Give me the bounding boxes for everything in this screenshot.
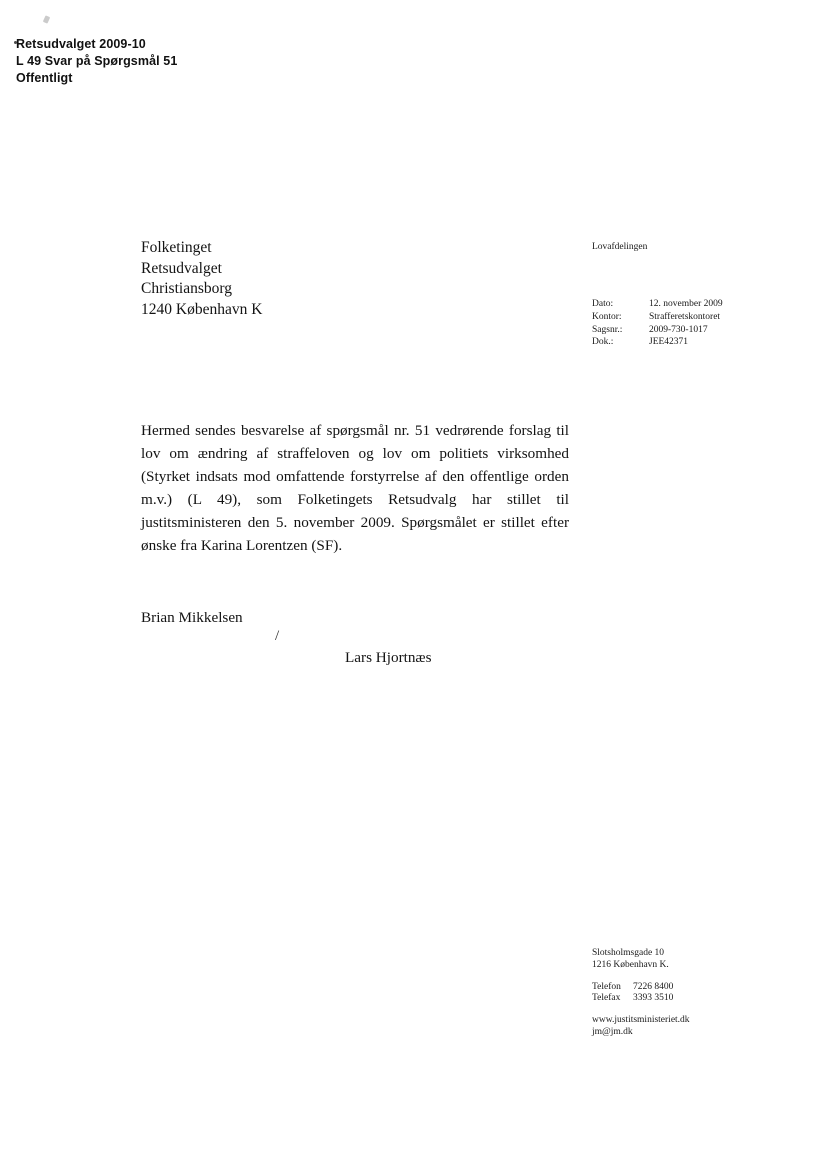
scan-artifact-speck bbox=[43, 15, 50, 23]
table-row bbox=[592, 312, 723, 325]
recipient-committee: Retsudvalget bbox=[141, 259, 222, 277]
metadata-label-dato: Dato: bbox=[592, 299, 614, 309]
footer-web-group bbox=[592, 1015, 690, 1039]
signature-separator: / bbox=[275, 628, 280, 644]
metadata-value-dato: 12. november 2009 bbox=[649, 299, 723, 309]
table-row bbox=[592, 337, 723, 350]
signature-minister-name: Brian Mikkelsen bbox=[141, 609, 243, 626]
footer-contact-block bbox=[592, 948, 690, 1039]
metadata-label-sagsnr: Sagsnr.: bbox=[592, 324, 623, 335]
department-label: Lovafdelingen bbox=[592, 242, 648, 252]
table-row bbox=[592, 325, 723, 338]
metadata-value-dok: JEE42371 bbox=[649, 337, 689, 348]
stamp-committee-line: Retsudvalget 2009-10 bbox=[16, 37, 146, 51]
footer-address-group bbox=[592, 948, 690, 972]
table-row bbox=[592, 299, 723, 312]
footer-website[interactable]: www.justitsministeriet.dk bbox=[592, 1015, 690, 1026]
parliamentary-stamp bbox=[16, 36, 177, 87]
footer-email[interactable]: jm@jm.dk bbox=[592, 1026, 633, 1037]
footer-street: Slotsholmsgade 10 bbox=[592, 948, 665, 958]
footer-telefon-value: 7226 8400 bbox=[633, 981, 674, 992]
footer-postal-city: 1216 København K. bbox=[592, 959, 669, 970]
recipient-address-block bbox=[141, 238, 262, 320]
footer-telefax-label: Telefax bbox=[592, 993, 621, 1004]
metadata-value-kontor: Strafferetskontoret bbox=[649, 311, 721, 322]
footer-telefax-value: 3393 3510 bbox=[633, 993, 674, 1004]
recipient-postal-city: 1240 København K bbox=[141, 300, 263, 318]
document-metadata-table bbox=[592, 299, 723, 350]
footer-phone-group bbox=[592, 982, 690, 1006]
letter-body-paragraph: Hermed sendes besvarelse af spørgsmål nr. 51 vedrørende forslag til lov om ændring af straffeloven og lov om politiets virksomhed (Styrket indsats mod omfattende forstyrrelse af den offentlige orden m.v.) (L 49), som Folketingets Retsudvalg har stillet til justitsministeren den 5. november 2009. Spørgsmålet er stillet efter ønske fra Karina Lorentzen (SF). bbox=[141, 422, 569, 554]
metadata-label-kontor: Kontor: bbox=[592, 311, 622, 322]
footer-telefax-row bbox=[592, 993, 690, 1005]
footer-telefon-label: Telefon bbox=[592, 981, 621, 992]
signature-official-name: Lars Hjortnæs bbox=[345, 649, 432, 666]
footer-telefon-row bbox=[592, 982, 690, 994]
recipient-organisation: Folketinget bbox=[141, 239, 212, 256]
stamp-public-line: Offentligt bbox=[16, 71, 73, 85]
stamp-bill-line: L 49 Svar på Spørgsmål 51 bbox=[16, 54, 178, 68]
metadata-label-dok: Dok.: bbox=[592, 337, 614, 348]
recipient-street: Christiansborg bbox=[141, 280, 232, 297]
metadata-value-sagsnr: 2009-730-1017 bbox=[649, 324, 708, 335]
